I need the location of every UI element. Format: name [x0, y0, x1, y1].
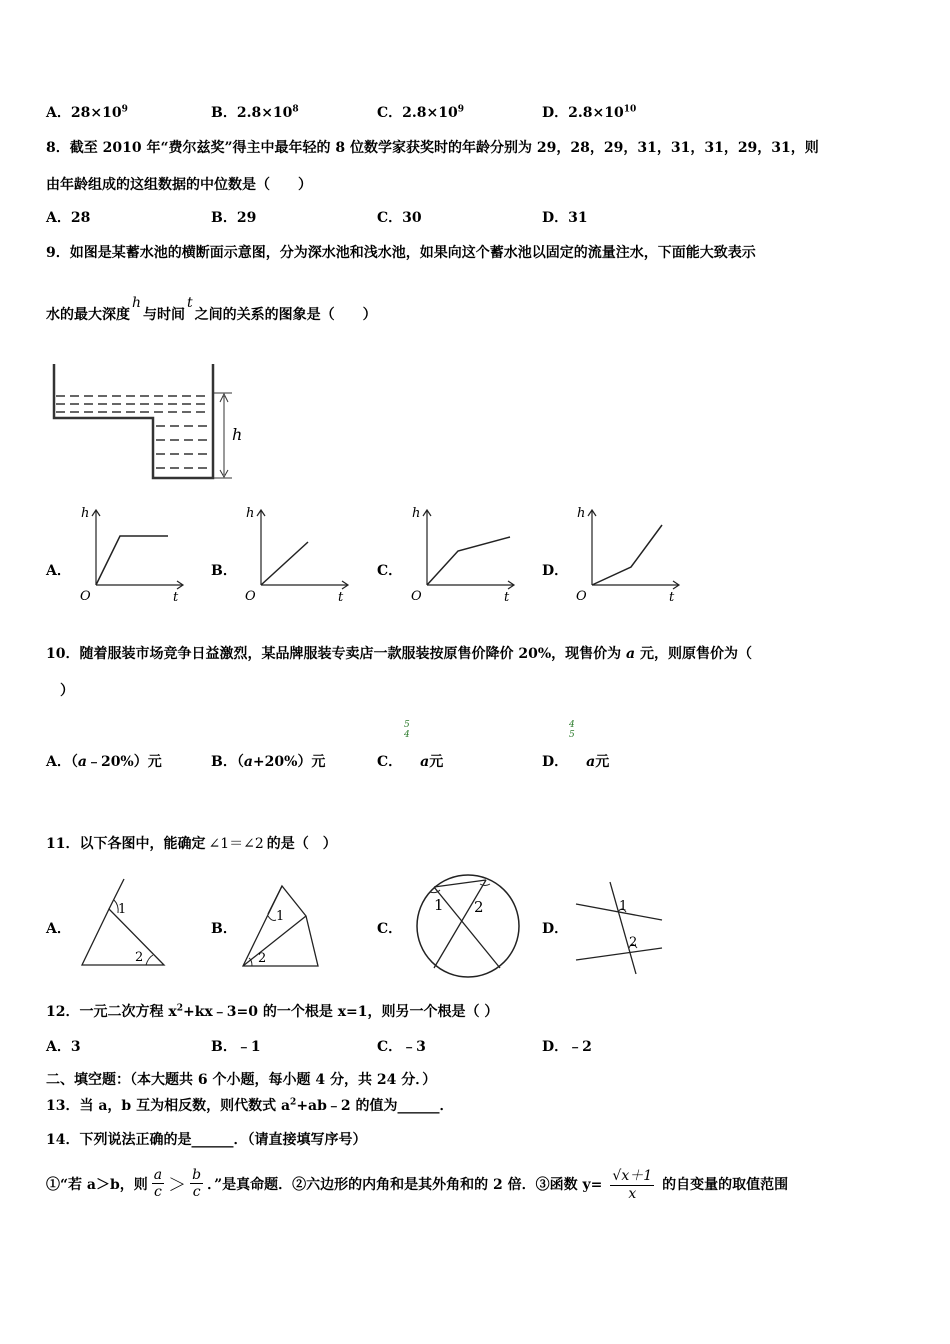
- q11-option-b: B．: [211, 921, 237, 937]
- q12-option-d: D．﹣2: [542, 1039, 592, 1055]
- svg-text:2: 2: [474, 898, 484, 916]
- svg-text:h: h: [412, 506, 421, 521]
- q8-line1: 8．截至 2010 年“费尔兹奖”得主中最年轻的 8 位数学家获奖时的年龄分别为 29，28，29，31，31，31，29，31，则: [46, 140, 819, 156]
- svg-text:t: t: [504, 590, 510, 605]
- q11-option-c: C．: [377, 921, 403, 937]
- q8-option-d: D．31: [542, 210, 588, 226]
- q8-option-a: A．28: [46, 210, 91, 226]
- diagram-h-label: h: [232, 425, 243, 444]
- svg-text:t: t: [338, 590, 344, 605]
- svg-text:h: h: [577, 506, 586, 521]
- q11-option-a: A．: [46, 921, 71, 937]
- q10-d-fraction: 4 5: [569, 720, 575, 740]
- reservoir-diagram: [50, 360, 250, 485]
- svg-text:h: h: [246, 506, 255, 521]
- q7-option-b: B．$2.8\times 10^8$: [211, 104, 299, 121]
- q9-graph-c: [411, 505, 521, 605]
- svg-text:t: t: [669, 590, 675, 605]
- q9-line1: 9．如图是某蓄水池的横断面示意图，分为深水池和浅水池，如果向这个蓄水池以固定的流量注水，下面能大致表示: [46, 245, 756, 261]
- angle-expression: ∠1＝∠2: [208, 836, 264, 852]
- q10-option-c: C． a元: [377, 754, 444, 770]
- svg-text:2: 2: [135, 950, 144, 965]
- q12-option-b: B．﹣1: [211, 1039, 261, 1055]
- q9-option-d: D．: [542, 563, 569, 579]
- q14-line2: ①“若 a＞b，则 $\frac{a}{c}$ ＞ $\frac{b}{c}$ ．”是真命题．②六边形的内角和是其外角和的 2 倍．③函数 y= $\frac{√x+1}{x}$ 的自变量的取值范围: [46, 1167, 789, 1202]
- q8-option-c: C．30: [377, 210, 422, 226]
- q7-option-a: A．$28\times 10^9$: [46, 104, 128, 121]
- svg-text:1: 1: [619, 899, 628, 914]
- q11-figure-b: [238, 880, 323, 970]
- var-t: t: [187, 295, 193, 311]
- q9-option-c: C．: [377, 563, 403, 579]
- svg-text:t: t: [173, 590, 179, 605]
- q9-option-b: B．: [211, 563, 237, 579]
- svg-text:O: O: [411, 589, 422, 604]
- q9-option-a: A．: [46, 563, 71, 579]
- svg-text:O: O: [245, 589, 256, 604]
- q12-option-a: A．3: [46, 1039, 81, 1055]
- q9-graph-d: [576, 505, 686, 605]
- q12-option-c: C．﹣3: [377, 1039, 426, 1055]
- q9-line2: 水的最大深度h与时间t之间的关系的图象是（ ）: [46, 295, 377, 323]
- q12-line1: 12．一元二次方程 $x^2+kx﹣3=0$ 的一个根是 x=1，则另一个根是（ ）: [46, 1003, 499, 1020]
- q11-figure-d: [572, 878, 667, 978]
- q9-graph-b: [245, 505, 355, 605]
- q11-figure-c: [412, 870, 527, 985]
- var-h: h: [132, 295, 142, 311]
- q11-figure-a: [78, 875, 173, 970]
- q13-line1: 13．当 a，b 互为相反数，则代数式 $a^2+ab﹣2$ 的值为______．: [46, 1097, 454, 1114]
- q11-line1: 11．以下各图中，能确定 ∠1＝∠2 的是（ ）: [46, 836, 337, 852]
- q10-option-a: A．（a﹣20%）元: [46, 754, 162, 770]
- q8-option-b: B．29: [211, 210, 257, 226]
- q7-option-c: C．$2.8\times 10^9$: [377, 104, 464, 121]
- q10-c-fraction: 5 4: [404, 720, 410, 740]
- q11-option-d: D．: [542, 921, 569, 937]
- svg-text:1: 1: [276, 909, 285, 924]
- svg-text:2: 2: [258, 951, 267, 966]
- svg-text:2: 2: [629, 935, 638, 950]
- q10-line1: 10．随着服装市场竞争日益激烈，某品牌服装专卖店一款服装按原售价降价 20%，现售价为 a 元，则原售价为（: [46, 646, 752, 662]
- q7-option-d: D．$2.8\times 10^{10}$: [542, 104, 637, 121]
- svg-text:O: O: [80, 589, 91, 604]
- svg-text:1: 1: [434, 896, 444, 914]
- svg-text:h: h: [81, 506, 90, 521]
- q9-graph-a: [80, 505, 190, 605]
- q10-line2: ）: [60, 683, 74, 699]
- q14-line1: 14．下列说法正确的是______．（请直接填写序号）: [46, 1132, 367, 1148]
- q10-option-b: B．（a+20%）元: [211, 754, 326, 770]
- q8-line2: 由年龄组成的这组数据的中位数是（ ）: [46, 177, 312, 193]
- svg-text:O: O: [576, 589, 587, 604]
- q10-option-d: D． a元: [542, 754, 610, 770]
- svg-text:1: 1: [118, 902, 127, 917]
- section-2-heading: 二、填空题：（本大题共 6 个小题，每小题 4 分，共 24 分．）: [46, 1072, 437, 1088]
